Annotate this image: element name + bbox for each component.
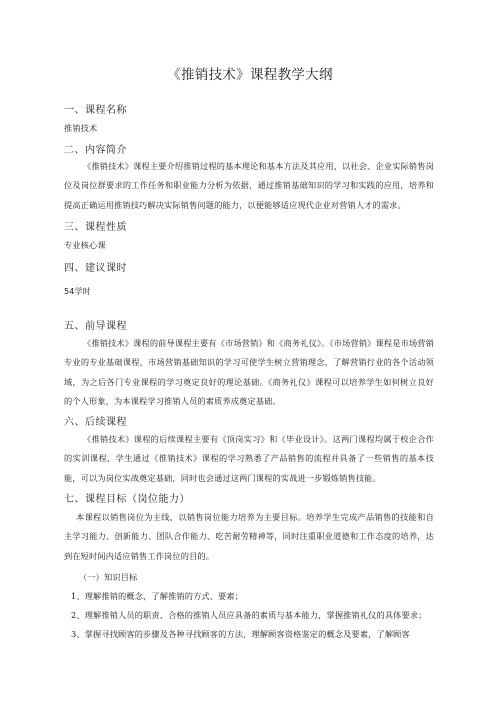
objective-item: 2、理解推销人员的职责、合格的推销人员应具备的素质与基本能力，掌握推销礼仪的具体要求；	[71, 610, 427, 620]
objective-item: 3、掌握寻找顾客的步骤及各种寻找顾客的方法，理解顾客资格鉴定的概念及要素，了解顾客	[71, 629, 410, 639]
section-heading-objectives: 七、课程目标（岗位能力）	[64, 494, 190, 505]
course-name-text: 推销技术	[64, 123, 98, 133]
section-heading-prereq: 五、前导课程	[64, 321, 127, 332]
summary-paragraph: 《推销技术》课程主要介绍推销过程的基本理论和基本方法及其应用，以社会、企业实际销售岗位及岗位群要求的工作任务和职业能力分析为依据，通过推销基础知识的学习和实践的应用，培养和提高正确运用推销技巧解决实际销售问题的能力，以便能够适应现代企业对营销人才的需求。	[64, 161, 434, 210]
section-heading-course-name: 一、课程名称	[64, 105, 127, 116]
section-heading-followup: 六、后续课程	[64, 417, 127, 428]
section-heading-nature: 三、课程性质	[64, 222, 127, 233]
objectives-paragraph: 本课程以销售岗位为主线，以销售岗位能力培养为主要目标。培养学生完成产品销售的技能和自主学习能力、创新能力、团队合作能力、吃苦耐劳精神等，同时注重职业道德和工作态度的培养，达到在短时间内适应销售工作岗位的目的。	[64, 512, 434, 561]
hours-text: 54学时	[64, 287, 91, 296]
knowledge-objectives-heading: （一）知识目标	[79, 572, 138, 582]
section-heading-hours: 四、建议课时	[64, 263, 127, 274]
objective-item: 1、理解推销的概念，了解推销的方式、要素；	[71, 591, 244, 601]
document-title: 《推销技术》课程教学大纲	[167, 67, 333, 83]
prereq-paragraph: 《推销技术》课程的前导课程主要有《市场营销》和《商务礼仪》。《市场营销》课程是市场营销专业的专业基础课程，市场营销基础知识的学习可使学生树立营销理念，了解营销行业的各个活动领域，为之后各门专业课程的学习奠定良好的理论基础。《商务礼仪》课程可以培养学生如何树立良好的个人形象，为本课程学习推销人员的素质养成奠定基础。	[64, 338, 434, 406]
followup-paragraph: 《推销技术》课程的后续课程主要有《顶岗实习》和《毕业设计》。这两门课程均属于校企合作的实训课程，学生通过《推销技术》课程的学习熟悉了产品销售的流程并具备了一些销售的基本技能，可以为岗位实战奠定基础，同时也会通过这两门课程的实战进一步锻炼销售技能。	[64, 434, 434, 483]
nature-text: 专业核心课	[64, 240, 106, 250]
section-heading-summary: 二、内容简介	[64, 145, 127, 156]
